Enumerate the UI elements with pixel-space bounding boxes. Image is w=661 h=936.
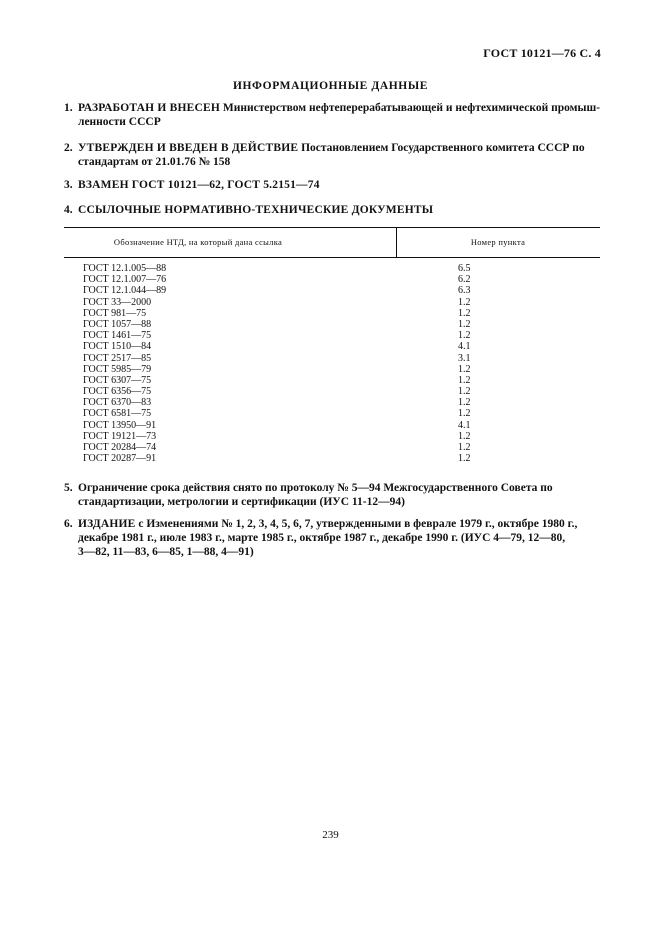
item-number: 4.: [64, 204, 73, 216]
table-row: [64, 263, 600, 274]
table-row: [64, 408, 600, 419]
cell-document: ГОСТ 1461—75: [83, 330, 152, 342]
table-row: [64, 297, 600, 308]
item-text: с Изменениями № 1, 2, 3, 4, 5, 6, 7, утвержденными в феврале 1979 г., октябре 1980 г.,: [138, 518, 578, 530]
table-row: [64, 353, 600, 364]
info-item-2: [64, 141, 600, 169]
cell-clause: 6.5: [458, 263, 471, 274]
item-text-cont: 3—82, 11—83, 6—85, 1—88, 4—91): [78, 546, 254, 558]
table-row: [64, 285, 600, 296]
cell-document: ГОСТ 13950—91: [83, 419, 157, 431]
cell-document: ГОСТ 2517—85: [83, 352, 152, 364]
cell-clause: 1.2: [458, 374, 471, 386]
column-header-document: Обозначение НТД, на который дана ссылка: [113, 237, 283, 247]
cell-document: ГОСТ 20284—74: [83, 442, 157, 453]
item-number: 6.: [64, 518, 73, 530]
table-row: [64, 386, 600, 397]
page-number: 239: [322, 829, 339, 841]
cell-clause: 1.2: [458, 307, 471, 319]
cell-clause: 4.1: [458, 419, 471, 431]
cell-clause: 1.2: [458, 386, 471, 398]
cell-clause: 6.3: [458, 285, 471, 297]
table-row: [64, 397, 600, 408]
item-lead: УТВЕРЖДЕН И ВВЕДЕН В ДЕЙСТВИЕ: [78, 142, 299, 154]
item-text: Постановлением Государственного комитета СССР по: [301, 142, 585, 154]
table-row: [64, 364, 600, 375]
info-item-5: [64, 481, 600, 509]
cell-clause: 3.1: [458, 352, 471, 364]
info-item-1: [64, 101, 600, 129]
info-item-4: [64, 203, 600, 217]
item-text-cont: декабре 1981 г., июле 1983 г., марте 1985 г., октябре 1987 г., декабре 1990 г. (ИУС 4—79, 12—80,: [78, 532, 566, 544]
cell-document: ГОСТ 5985—79: [83, 363, 152, 375]
table-row: [64, 330, 600, 341]
cell-document: ГОСТ 12.1.044—89: [83, 285, 167, 297]
table-row: [64, 453, 600, 464]
cell-document: ГОСТ 6370—83: [83, 397, 152, 409]
cell-document: ГОСТ 6581—75: [83, 408, 152, 420]
info-item-3: [64, 178, 600, 192]
cell-document: ГОСТ 981—75: [83, 307, 147, 319]
cell-clause: 1.2: [458, 397, 471, 409]
cell-clause: 4.1: [458, 341, 471, 353]
item-lead: РАЗРАБОТАН И ВНЕСЕН: [78, 102, 221, 114]
item-text-cont: стандартам от 21.01.76 № 158: [78, 156, 231, 168]
cell-clause: 1.2: [458, 296, 471, 308]
item-text: Ограничение срока действия снято по протоколу № 5—94 Межгосударственного Совета по: [78, 482, 553, 494]
table-row: [64, 319, 600, 330]
table-row: [64, 341, 600, 352]
cell-clause: 6.2: [458, 274, 471, 286]
table-row: [64, 420, 600, 431]
table-row: [64, 442, 600, 453]
item-lead: ВЗАМЕН ГОСТ 10121—62, ГОСТ 5.2151—74: [78, 179, 320, 191]
item-number: 2.: [64, 142, 73, 154]
cell-document: ГОСТ 19121—73: [83, 430, 157, 442]
item-text: Министерством нефтеперерабатывающей и нефтехимической промыш-: [222, 102, 601, 114]
table-body: [64, 258, 600, 464]
cell-document: ГОСТ 6356—75: [83, 386, 152, 398]
cell-clause: 1.2: [458, 330, 471, 342]
item-number: 3.: [64, 179, 73, 191]
table-row: [64, 375, 600, 386]
table-row: [64, 431, 600, 442]
item-number: 1.: [64, 102, 73, 114]
info-item-6: [64, 517, 600, 559]
cell-clause: 1.2: [458, 363, 471, 375]
cell-document: ГОСТ 6307—75: [83, 374, 152, 386]
item-text-cont: ленности СССР: [78, 116, 161, 128]
item-lead: ССЫЛОЧНЫЕ НОРМАТИВНО-ТЕХНИЧЕСКИЕ ДОКУМЕНТЫ: [78, 204, 434, 216]
cell-clause: 1.2: [458, 430, 471, 442]
cell-document: ГОСТ 33—2000: [83, 296, 152, 308]
cell-document: ГОСТ 1057—88: [83, 318, 152, 330]
references-table: [64, 227, 600, 464]
cell-document: ГОСТ 1510—84: [83, 341, 152, 353]
cell-document: ГОСТ 12.1.007—76: [83, 274, 167, 286]
cell-clause: 1.2: [458, 318, 471, 330]
cell-document: ГОСТ 20287—91: [83, 453, 157, 465]
cell-document: ГОСТ 12.1.005—88: [83, 263, 167, 274]
item-lead: ИЗДАНИЕ: [78, 518, 136, 530]
cell-clause: 1.2: [458, 442, 471, 453]
page-header: ГОСТ 10121—76 С. 4: [483, 46, 601, 60]
table-header: [64, 228, 600, 257]
item-text-cont: стандартизации, метрологии и сертификации (ИУС 11-12—94): [78, 496, 405, 508]
table-row: [64, 274, 600, 285]
section-title: ИНФОРМАЦИОННЫЕ ДАННЫЕ: [232, 80, 429, 92]
item-number: 5.: [64, 482, 73, 494]
column-header-clause: Номер пункта: [470, 237, 526, 247]
table-row: [64, 308, 600, 319]
cell-clause: 1.2: [458, 453, 471, 465]
cell-clause: 1.2: [458, 408, 471, 420]
